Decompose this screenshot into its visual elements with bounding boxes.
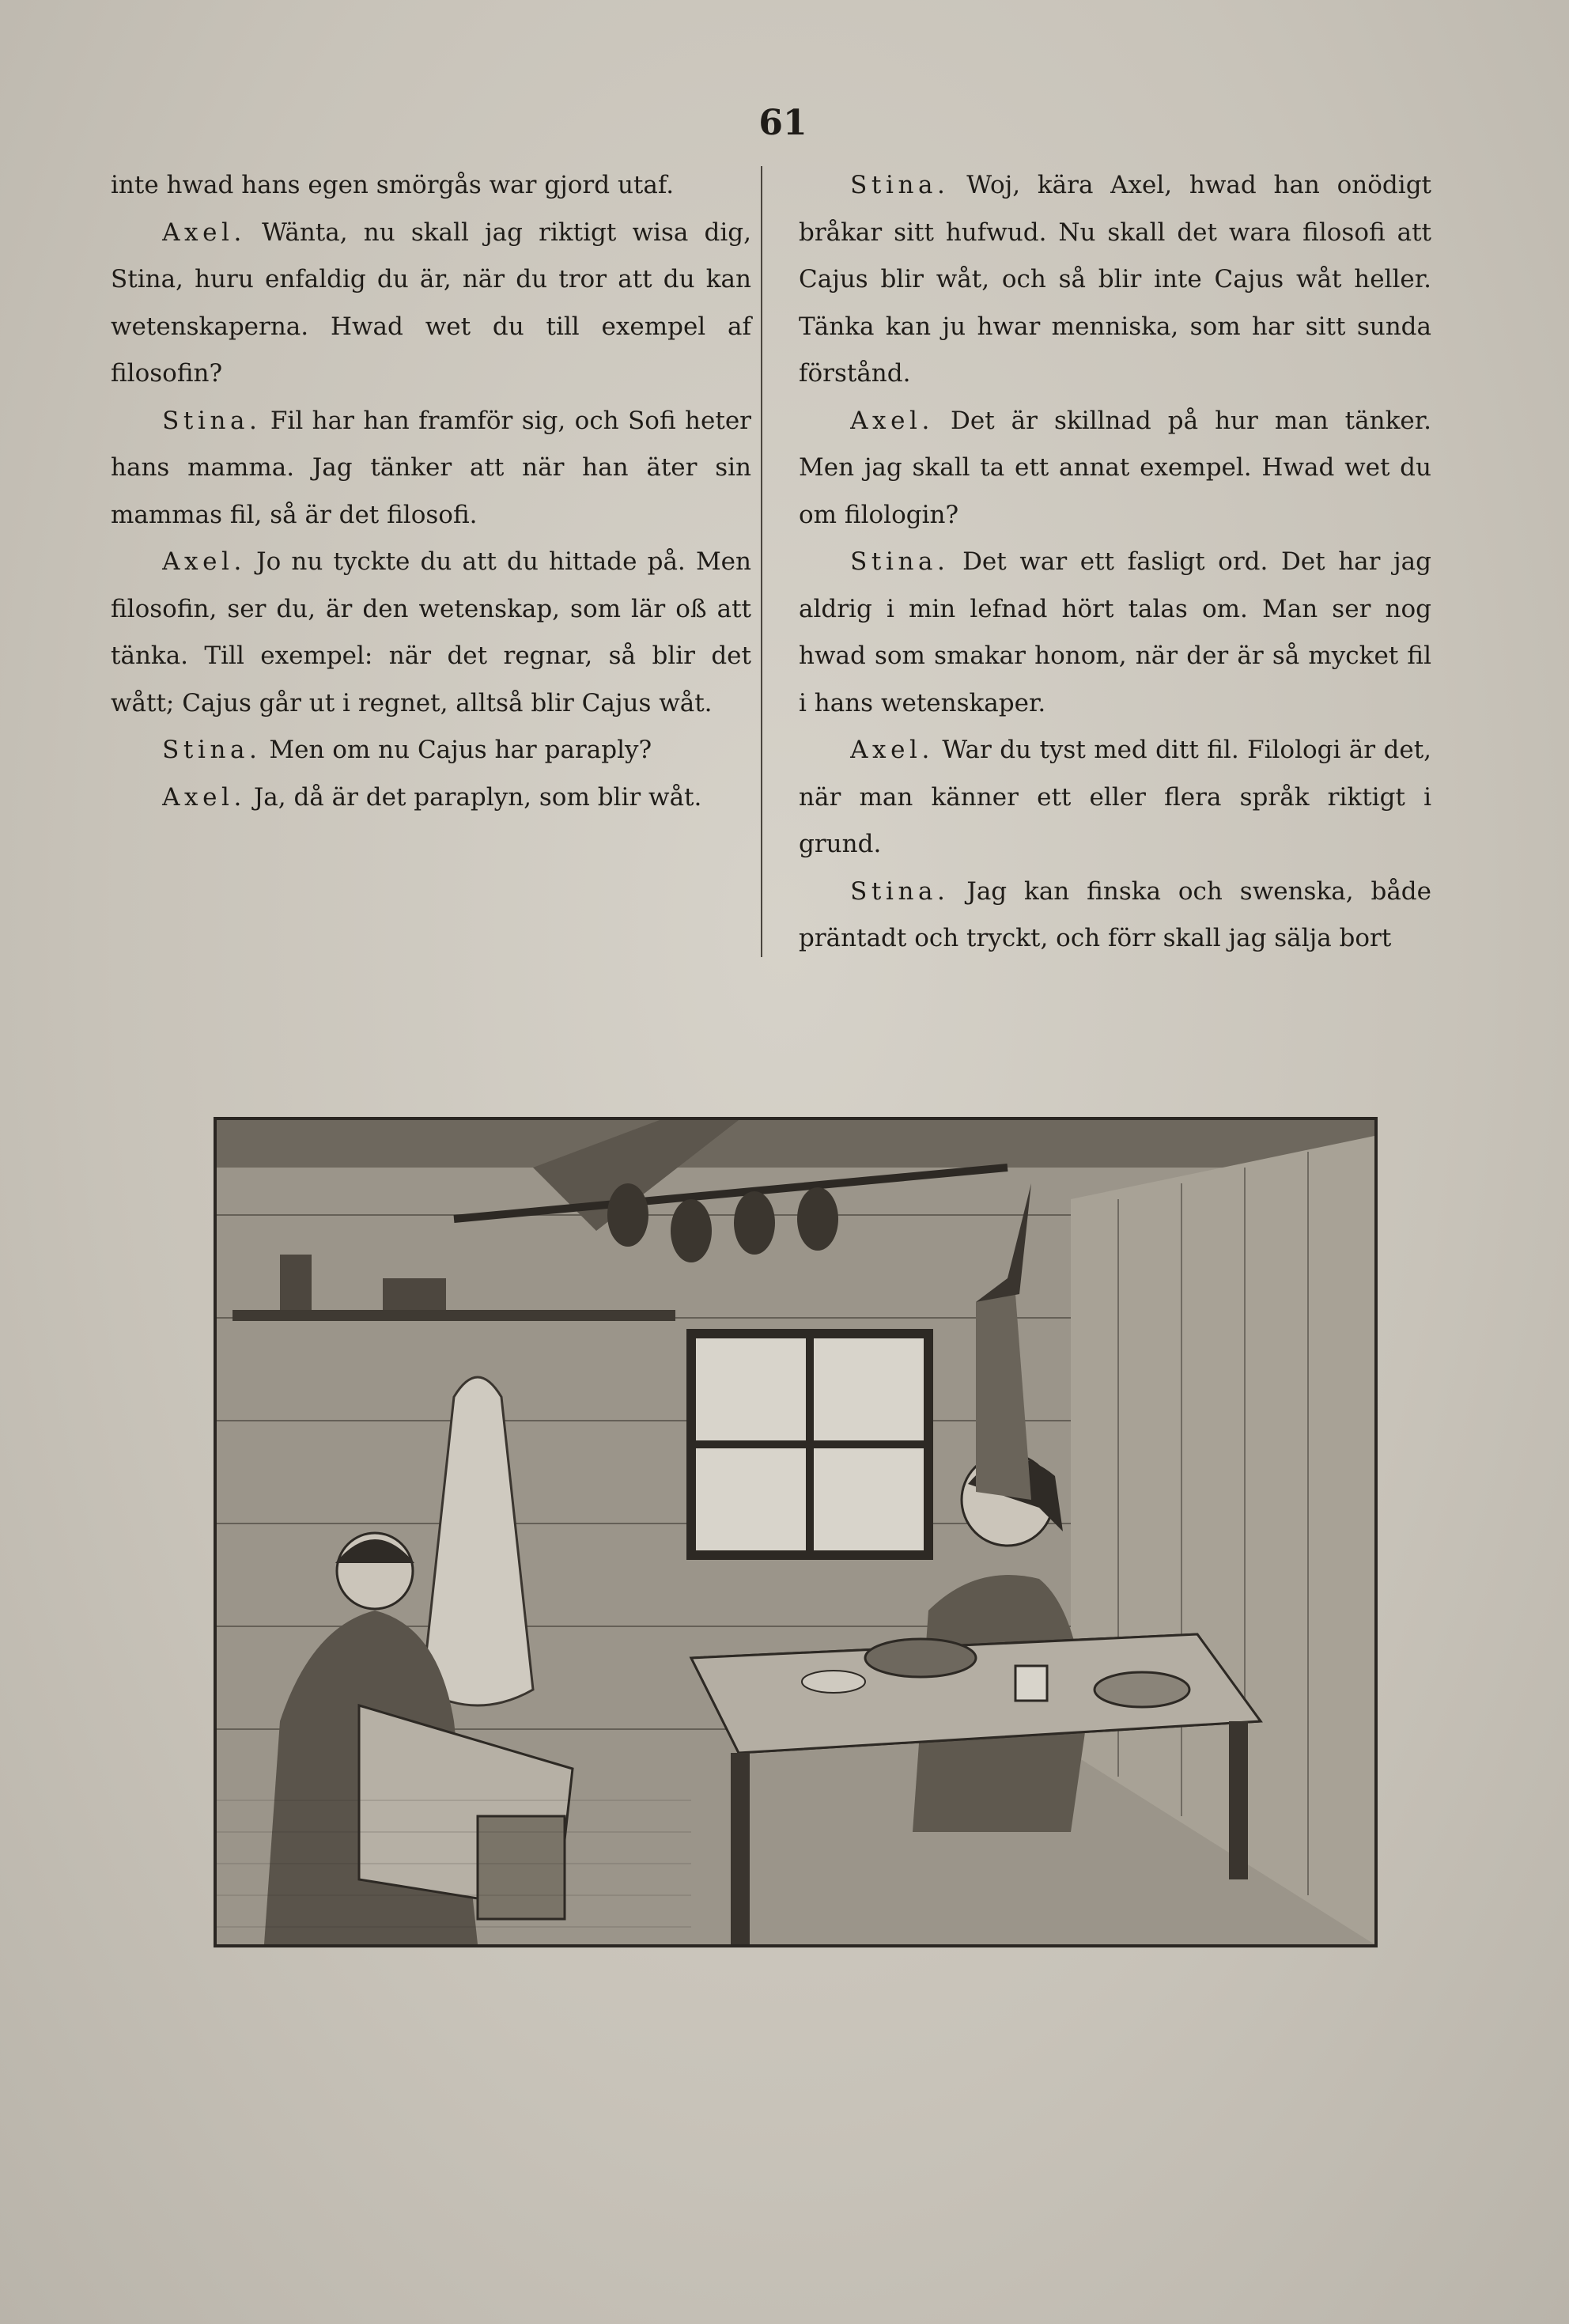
speaker-name: Axel. — [162, 547, 246, 576]
paragraph — [111, 539, 751, 727]
paragraph-text: Det är skillnad på hur man tänker. Men jag skall ta ett annat exempel. Hwad wet du om filologin? — [799, 406, 1431, 529]
column-divider — [761, 166, 762, 957]
paragraph — [111, 398, 751, 539]
paragraph — [111, 162, 751, 210]
paragraph-text: Wänta, nu skall jag riktigt wisa dig, Stina, huru enfaldig du är, när du tror att du kan wetenskaperna. Hwad wet du till exempel af filosofin? — [111, 218, 751, 388]
paragraph — [799, 398, 1431, 539]
speaker-name: Stina. — [850, 876, 950, 906]
paragraph — [799, 869, 1431, 963]
speaker-name: Stina. — [162, 736, 262, 764]
speaker-name: Axel. — [850, 406, 934, 435]
paragraph-text: Jag kan finska och swenska, både präntadt och tryckt, och förr skall jag sälja bort — [799, 876, 1431, 952]
paragraph-text: Jo nu tyckte du att du hittade på. Men filosofin, ser du, är den wetenskap, som lär oß att tänka. Till exempel: när det regnar, så blir det wått; Cajus går ut i regnet, alltså blir Cajus wåt. — [111, 547, 751, 717]
woodcut-kitchen-scene-icon — [217, 1120, 1374, 1944]
paragraph-text: Men om nu Cajus har paraply? — [269, 736, 652, 764]
speaker-name: Axel. — [162, 782, 246, 812]
paragraph-text: Woj, kära Axel, hwad han onödigt bråkar sitt hufwud. Nu skall det wara filosofi att Cajus blir wåt, och så blir inte Cajus wåt heller. Tänka kan ju hwar menniska, som har sitt sunda förstånd. — [799, 171, 1431, 388]
left-column — [111, 162, 751, 821]
paragraph — [799, 539, 1431, 727]
speaker-name: Stina. — [162, 406, 262, 435]
woodcut-illustration — [214, 1117, 1378, 1947]
paragraph-text: inte hwad hans egen smörgås war gjord utaf. — [111, 171, 675, 199]
speaker-name: Axel. — [162, 218, 246, 247]
speaker-name: Axel. — [850, 736, 934, 764]
paragraph-text: Ja, då är det paraplyn, som blir wåt. — [253, 782, 702, 812]
page-number: 61 — [758, 103, 807, 143]
paragraph — [799, 727, 1431, 869]
paragraph-text: Det war ett fasligt ord. Det har jag aldrig i min lefnad hört talas om. Man ser nog hwad som smakar honom, när der är så mycket fil i hans wetenskaper. — [799, 547, 1431, 717]
paragraph — [111, 210, 751, 398]
paragraph — [799, 162, 1431, 398]
paragraph-text: War du tyst med ditt fil. Filologi är det, när man känner ett eller flera språk riktigt i grund. — [799, 736, 1432, 858]
paragraph — [111, 727, 751, 774]
speaker-name: Stina. — [850, 547, 950, 576]
paragraph-text: Fil har han framför sig, och Sofi heter hans mamma. Jag tänker att när han äter sin mammas fil, så är det filosofi. — [111, 406, 751, 529]
speaker-name: Stina. — [850, 171, 950, 199]
right-column — [799, 162, 1431, 963]
paragraph — [111, 774, 751, 822]
